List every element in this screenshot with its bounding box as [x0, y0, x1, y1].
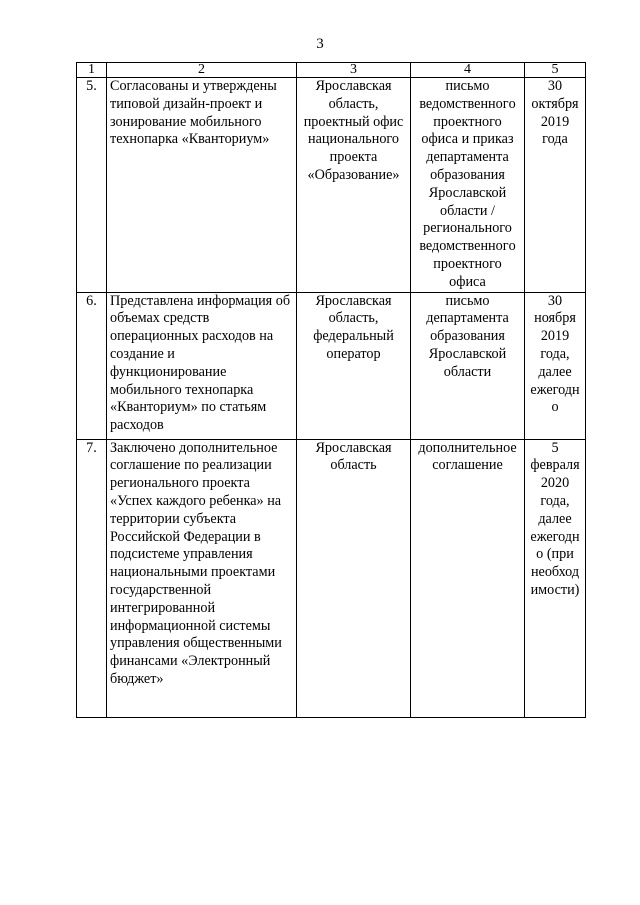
header-cell-5: 5 — [525, 63, 586, 78]
row-number: 5. — [77, 78, 107, 293]
row-deadline: 30 ноября 2019 года, далее ежегодно — [525, 292, 586, 439]
plan-table — [76, 62, 586, 718]
table-row — [77, 439, 586, 717]
table-header-row — [77, 63, 586, 78]
page-number: 3 — [316, 36, 324, 52]
row-deadline: 30 октября 2019 года — [525, 78, 586, 293]
header-cell-2: 2 — [107, 63, 297, 78]
row-document: дополнительное соглашение — [411, 439, 525, 717]
row-deadline: 5 февраля 2020 года, далее ежегодно (при необходимости) — [525, 439, 586, 717]
row-number: 7. — [77, 439, 107, 717]
row-document: письмо ведомственногo проектного офиса и приказ департамента образования Ярославской области /регионального ведомственногo проектного офиса — [411, 78, 525, 293]
row-number: 6. — [77, 292, 107, 439]
row-participants: Ярославская область, проектный офис национального проекта «Образование» — [297, 78, 411, 293]
table-row — [77, 292, 586, 439]
table-row — [77, 78, 586, 293]
row-description: Заключено дополнительное соглашение по реализации регионального проекта «Успех каждого ребенка» на территории субъекта Российской Федерации в подсистеме управления национальными проектами государственной интегрированной информационной системы управления общественными финансами «Электронный бюджет» — [107, 439, 297, 717]
header-cell-4: 4 — [411, 63, 525, 78]
row-description: Представлена информация об объемах средств операционных расходов на создание и функционирование мобильного технопарка «Кванториум» по статьям расходов — [107, 292, 297, 439]
row-document: письмо департамента образования Ярославской области — [411, 292, 525, 439]
header-cell-1: 1 — [77, 63, 107, 78]
header-cell-3: 3 — [297, 63, 411, 78]
row-participants: Ярославская область — [297, 439, 411, 717]
row-description: Согласованы и утверждены типовой дизайн-проект и зонирование мобильного технопарка «Кванториум» — [107, 78, 297, 293]
row-participants: Ярославская область, федеральный оператор — [297, 292, 411, 439]
